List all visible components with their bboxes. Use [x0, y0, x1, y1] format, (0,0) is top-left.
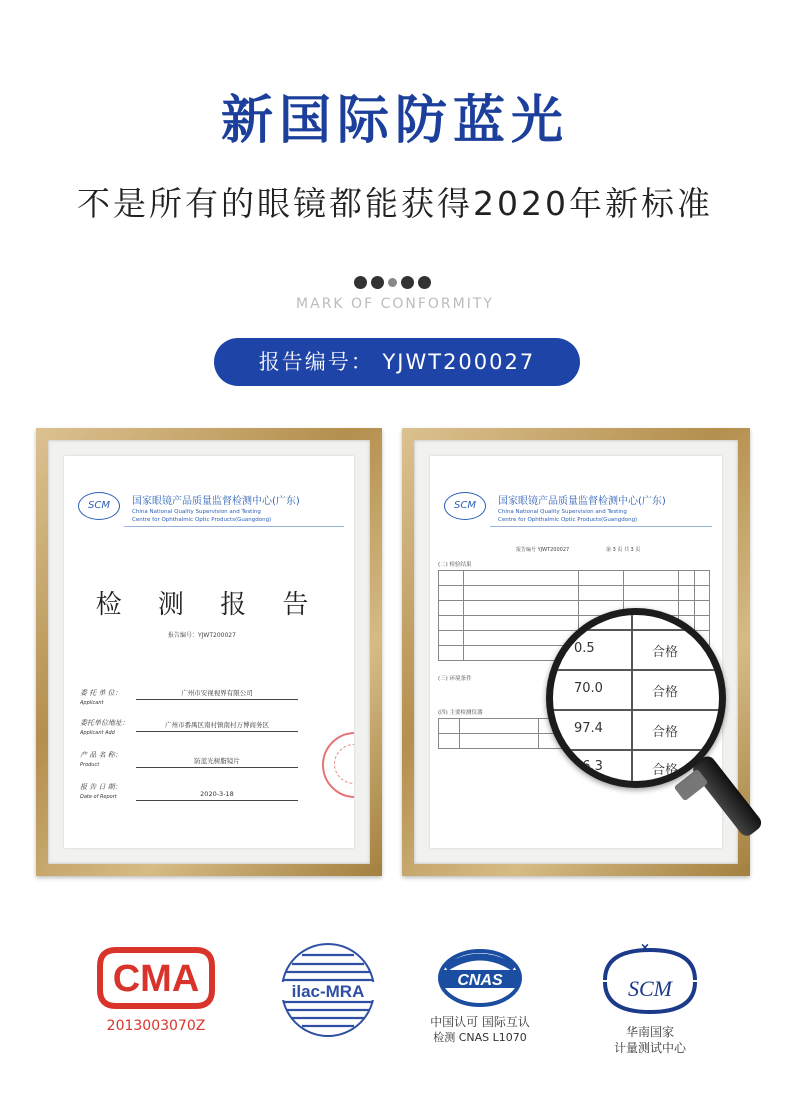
field-sub-date: Date of Report: [80, 794, 117, 800]
dot-icon: [388, 278, 397, 287]
inner-page-number: 第 3 页 共 3 页: [606, 547, 641, 553]
scm-logo-icon: [595, 940, 705, 1020]
field-label-date: 报 告 日 期：: [80, 783, 122, 791]
org-name-en: [498, 508, 637, 524]
cma-number: 2013003070Z: [106, 1018, 206, 1034]
org-name-en: [132, 508, 271, 524]
scm-caption-1: 华南国家: [625, 1025, 674, 1039]
document-title: 检 测 报 告: [95, 590, 323, 620]
ilac-logo-block: [276, 940, 380, 1044]
report-number-value: YJWT200027: [382, 350, 536, 374]
scm-logo-text: SCM: [628, 976, 672, 1001]
org-name-en-1: China National Quality Supervision and Testing: [132, 509, 261, 515]
field-label-applicant: 委 托 单 位：: [80, 689, 122, 697]
zoom-value: 70.0: [574, 681, 603, 696]
field-sub-applicant: Applicant: [80, 700, 104, 706]
mark-of-conformity: MARK OF CONFORMITY: [296, 296, 494, 312]
scm-logo-small: SCM: [444, 492, 486, 520]
cma-logo-text: CMA: [112, 958, 200, 1000]
frame-mat: [48, 440, 370, 864]
magnifying-glass: [546, 608, 726, 788]
cma-logo-icon: [96, 944, 216, 1012]
certificate-paper: [64, 456, 354, 848]
section-environment-title: (三) 环境条件: [438, 676, 472, 682]
cnas-logo-text: CNAS: [457, 972, 503, 989]
header-divider: [124, 526, 344, 527]
org-name-en-2: Centre for Ophthalmic Optic Products(Guangdong): [498, 517, 638, 523]
scm-logo-block: [580, 940, 720, 1056]
report-number-label: 报告编号：: [258, 350, 374, 374]
dot-icon: [418, 276, 431, 289]
zoom-value: 96.3: [574, 759, 603, 774]
zoom-row: [548, 629, 726, 671]
cma-logo-block: [86, 944, 226, 1034]
field-label-product: 产 品 名 称：: [80, 751, 122, 759]
field-value-address: 广州市番禺区南村镇南村万博商务区: [136, 720, 298, 732]
org-name-cn: 国家眼镜产品质量监督检测中心(广东): [498, 496, 666, 507]
section-results-title: (二) 检验结果: [438, 562, 472, 568]
org-name-cn: 国家眼镜产品质量监督检测中心(广东): [132, 496, 300, 507]
scm-logo-small: SCM: [78, 492, 120, 520]
zoom-row: [548, 709, 726, 751]
org-name-en-1: China National Quality Supervision and Testing: [498, 509, 627, 515]
field-label-address: 委托单位地址：: [80, 719, 129, 727]
org-name-en-2: Centre for Ophthalmic Optic Products(Guangdong): [132, 517, 272, 523]
table-row: [439, 734, 568, 749]
table-row: [439, 586, 710, 601]
zoom-result: 合格: [652, 725, 679, 740]
zoom-result: 合格: [652, 763, 679, 778]
field-value-product: 防蓝光树脂镜片: [136, 756, 298, 768]
red-seal-stamp: [322, 732, 354, 798]
cnas-caption-1: 中国认可 国际互认: [430, 1015, 530, 1029]
ilac-logo-text: ilac-MRA: [291, 982, 365, 1001]
header-divider: [490, 526, 712, 527]
scm-caption-2: 计量测试中心: [613, 1041, 686, 1055]
field-sub-product: Product: [80, 762, 100, 768]
cnas-logo-icon: [432, 944, 528, 1010]
report-number-badge: [214, 338, 580, 386]
dot-icon: [354, 276, 367, 289]
decorative-dots: [354, 276, 431, 289]
zoom-value: 97.4: [574, 721, 603, 736]
subtitle: 不是所有的眼镜都能获得2020年新标准: [77, 184, 713, 223]
zoom-result: 合格: [652, 645, 679, 660]
dot-icon: [401, 276, 414, 289]
certificate-frame-cover: [36, 428, 382, 876]
red-seal-inner: [334, 744, 354, 784]
field-value-date: 2020-3-18: [136, 790, 298, 801]
document-number: 报告编号：YJWT200027: [168, 632, 236, 639]
zoom-row: [548, 669, 726, 711]
cnas-logo-block: [410, 944, 550, 1046]
section-instruments-title: (四) 主要检测仪器: [438, 710, 483, 716]
ilac-mra-globe-icon: [278, 940, 378, 1040]
field-sub-address: Applicant Add: [80, 730, 115, 736]
field-value-applicant: 广州市安视视界有限公司: [136, 688, 298, 700]
svg-text:×: ×: [640, 940, 650, 955]
dot-icon: [371, 276, 384, 289]
cnas-caption-2: 检测 CNAS L1070: [433, 1031, 527, 1044]
inner-report-number: 报告编号 YJWT200027: [516, 547, 570, 553]
table-row: [439, 571, 710, 586]
zoom-result: 合格: [652, 685, 679, 700]
zoom-value: 0.5: [574, 641, 595, 656]
main-title: 新国际防蓝光: [220, 91, 569, 151]
